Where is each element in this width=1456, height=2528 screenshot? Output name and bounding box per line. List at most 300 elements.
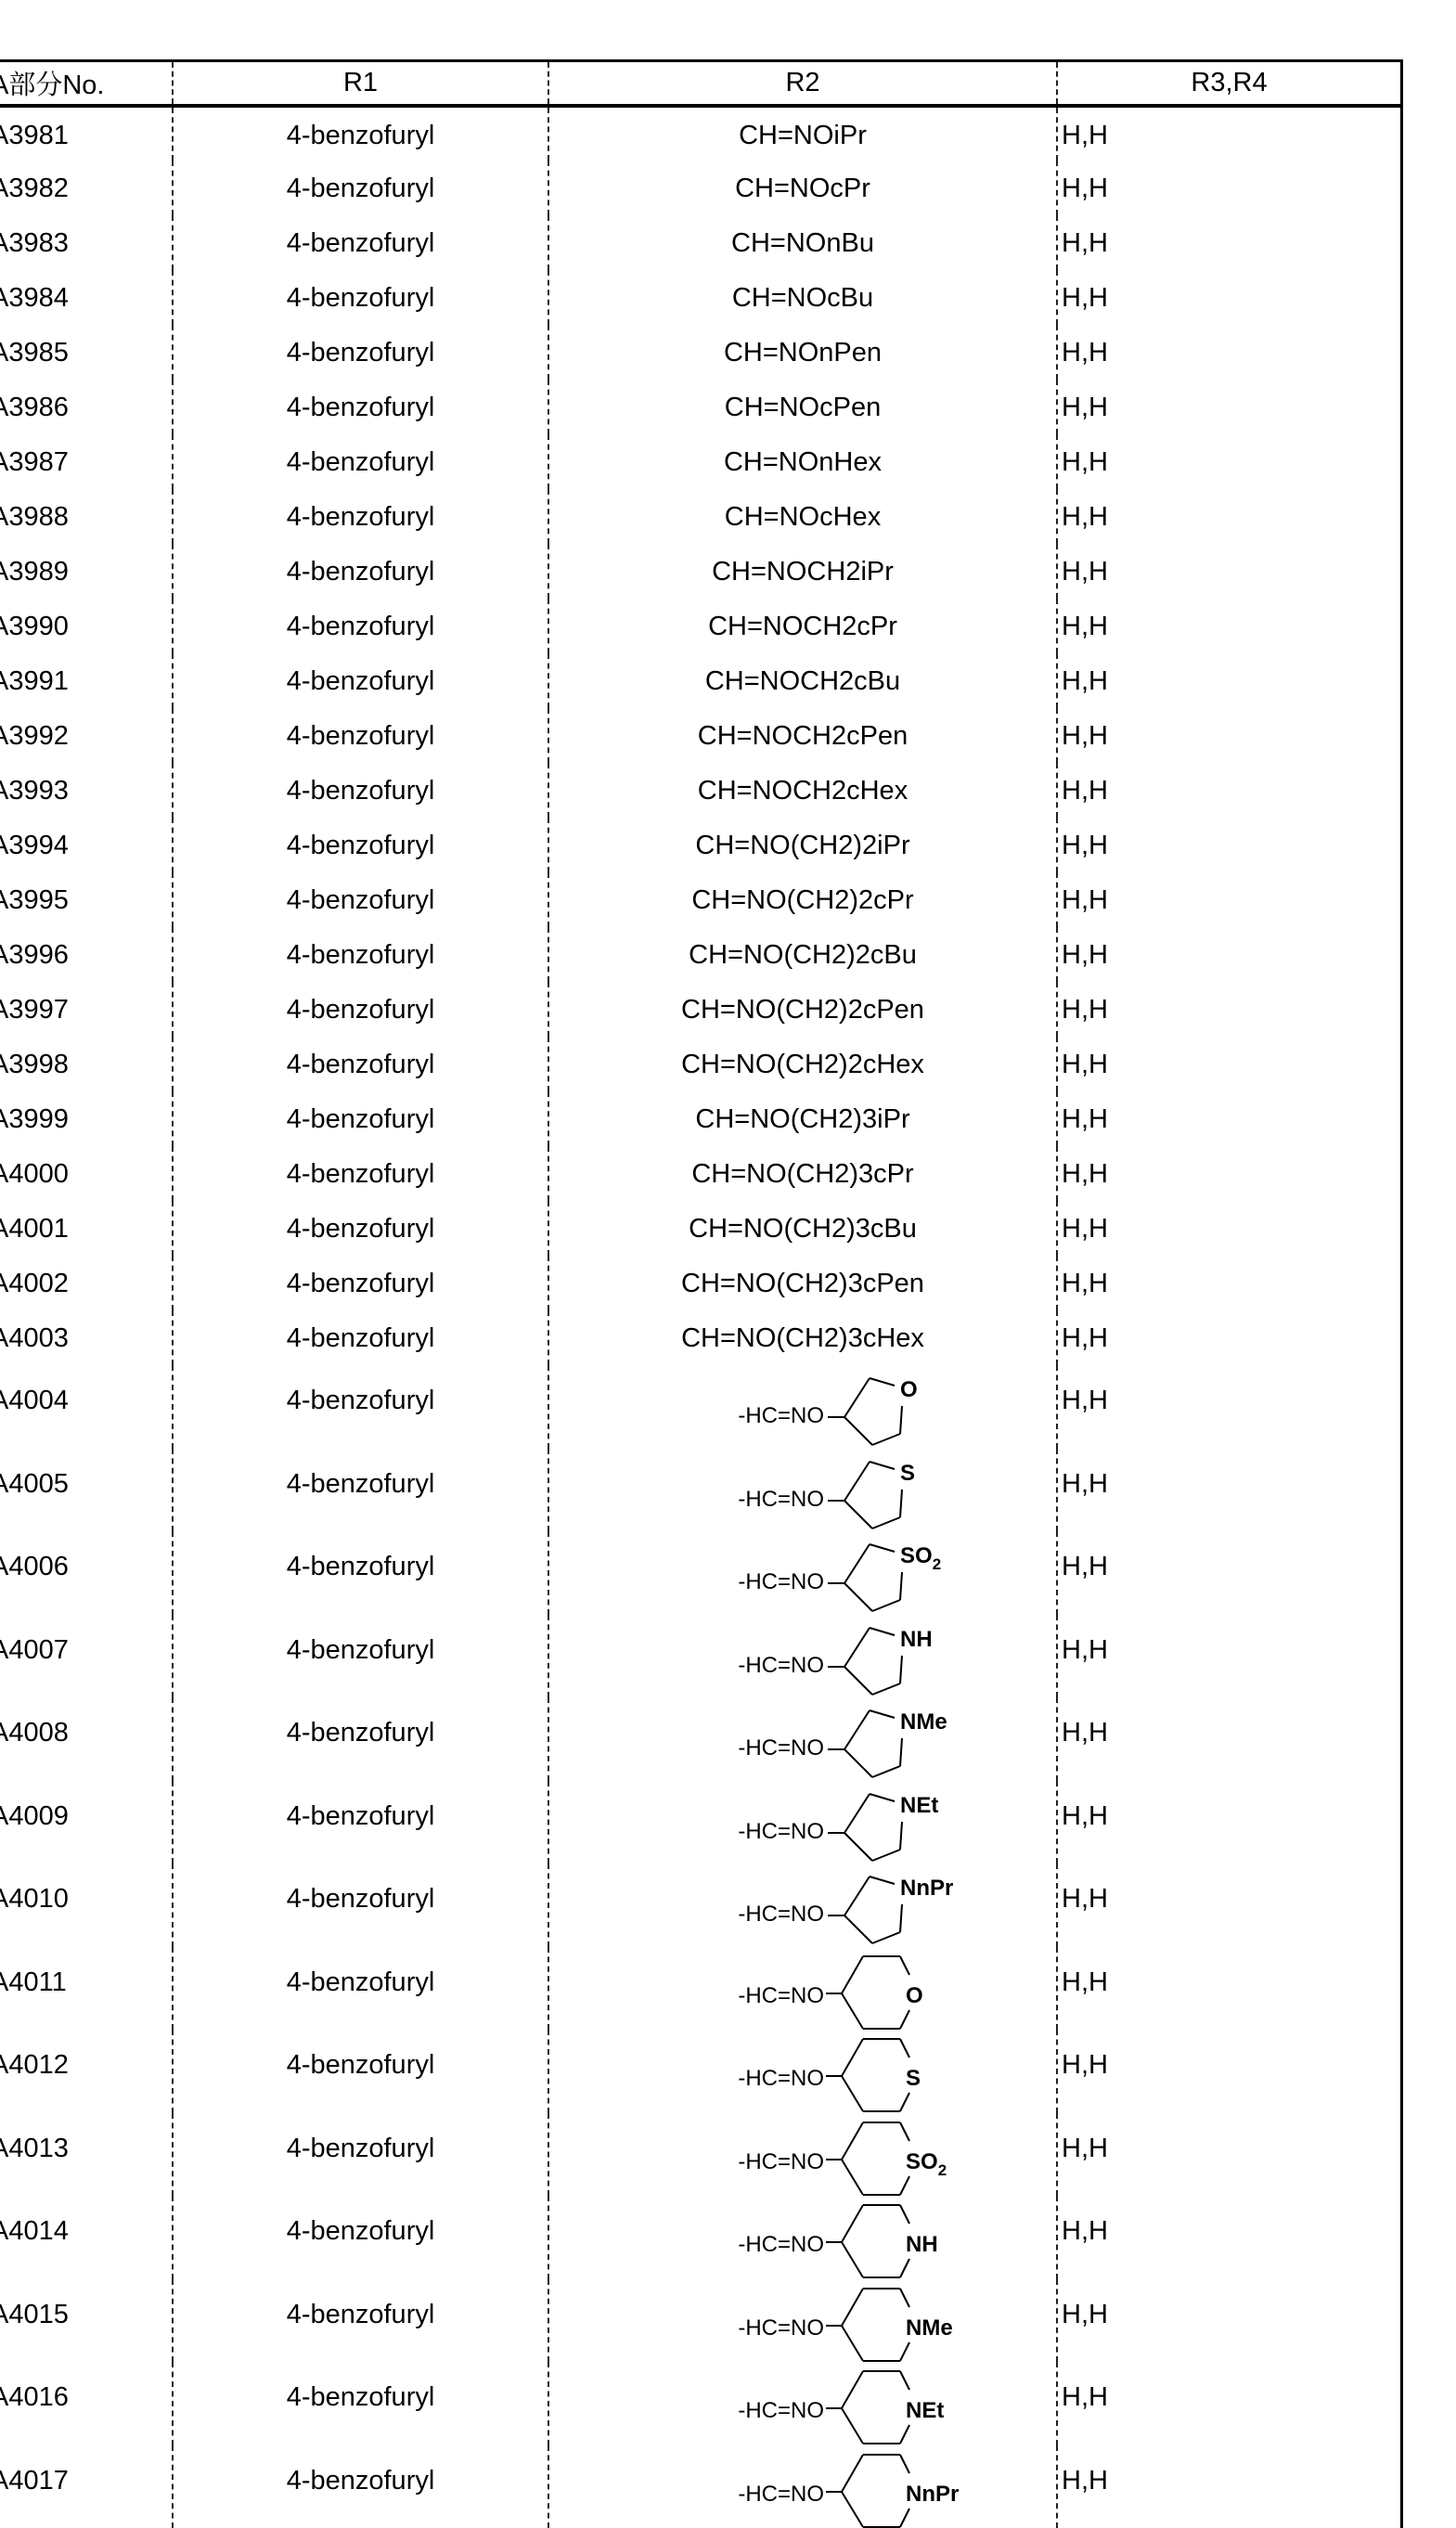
ring-bond xyxy=(870,1794,895,1801)
cell-no xyxy=(0,380,173,434)
oxime-prefix: -HC=NO xyxy=(738,1653,824,1678)
heteroatom-text: SO xyxy=(900,1543,933,1568)
heteroatom-label xyxy=(906,2149,947,2179)
cell-r2: CH=NOCH2cPr xyxy=(548,599,1057,653)
heteroatom-text: NMe xyxy=(900,1709,947,1735)
cell-r1: 4-benzofuryl xyxy=(173,1310,548,1365)
cell-no xyxy=(0,1365,173,1449)
cell-r1: 4-benzofuryl xyxy=(173,270,548,325)
compound-number: 4016 xyxy=(0,2382,69,2413)
oxime-prefix: -HC=NO xyxy=(738,1735,824,1761)
ring-bond xyxy=(900,2289,909,2307)
heteroatom-label xyxy=(906,1983,923,2008)
cell-no xyxy=(0,653,173,708)
oxime-prefix: -HC=NO xyxy=(738,1403,824,1428)
cell-r3r4: H,H xyxy=(1057,2196,1402,2279)
cell-r3r4: H,H xyxy=(1057,161,1402,215)
heteroatom-label xyxy=(900,1876,953,1901)
chemical-structure xyxy=(549,1531,1056,1614)
cell-no xyxy=(0,1947,173,2031)
cell-r2: CH=NOCH2cBu xyxy=(548,653,1057,708)
table-row xyxy=(0,1449,1402,1532)
compound-number: 3988 xyxy=(0,502,69,533)
table-row xyxy=(0,2445,1402,2528)
heteroatom-text: NMe xyxy=(906,2315,953,2341)
ring-bond xyxy=(842,2160,863,2195)
compound-number: 3986 xyxy=(0,393,69,423)
cell-r3r4: H,H xyxy=(1057,1201,1402,1256)
cell-r1: 4-benzofuryl xyxy=(173,599,548,653)
ring-bond xyxy=(900,2509,909,2527)
ring-bond xyxy=(872,1850,900,1861)
cell-r3r4: H,H xyxy=(1057,2362,1402,2445)
compound-number: 3981 xyxy=(0,121,69,151)
cell-no xyxy=(0,2362,173,2445)
ring-bond xyxy=(900,2205,909,2224)
heteroatom-text: SO xyxy=(906,2149,938,2174)
heteroatom-label xyxy=(900,1543,941,1573)
ring-bond xyxy=(870,1544,895,1552)
cell-no xyxy=(0,1256,173,1310)
cell-r1: 4-benzofuryl xyxy=(173,1365,548,1449)
heteroatom-text: NH xyxy=(900,1627,933,1652)
compound-number: 3983 xyxy=(0,228,69,259)
compound-number: 4004 xyxy=(0,1386,69,1416)
ring-bond xyxy=(842,2371,863,2408)
table-row xyxy=(0,2030,1402,2113)
header-row xyxy=(0,61,1402,107)
table-row xyxy=(0,1256,1402,1310)
ring-bond xyxy=(872,1434,900,1445)
ring-bond xyxy=(842,2205,863,2242)
ring-bond xyxy=(900,1572,902,1600)
cell-no xyxy=(0,1201,173,1256)
heteroatom-label xyxy=(906,2482,959,2507)
cell-r1: 4-benzofuryl xyxy=(173,215,548,270)
cell-r3r4: H,H xyxy=(1057,763,1402,818)
cell-r2-structure xyxy=(548,1947,1057,2031)
cell-r1: 4-benzofuryl xyxy=(173,106,548,161)
cell-r1: 4-benzofuryl xyxy=(173,2279,548,2363)
cell-r3r4: H,H xyxy=(1057,1310,1402,1365)
ring-bond xyxy=(870,1628,895,1635)
cell-no xyxy=(0,1037,173,1091)
table-row xyxy=(0,1781,1402,1864)
cell-r3r4: H,H xyxy=(1057,106,1402,161)
compound-number: 3997 xyxy=(0,995,69,1025)
cell-r3r4: H,H xyxy=(1057,434,1402,489)
oxime-prefix: -HC=NO xyxy=(738,1983,824,2008)
cell-r3r4: H,H xyxy=(1057,818,1402,872)
cell-r2: CH=NO(CH2)3cBu xyxy=(548,1201,1057,1256)
ring-bond xyxy=(870,1710,895,1718)
ring-bond xyxy=(842,2289,863,2326)
ring-bond xyxy=(844,1501,872,1528)
oxime-prefix: -HC=NO xyxy=(738,1819,824,1844)
cell-no xyxy=(0,872,173,927)
cell-r1: 4-benzofuryl xyxy=(173,1037,548,1091)
ring-bond xyxy=(900,1738,902,1766)
compound-number: 4012 xyxy=(0,2050,69,2081)
oxime-prefix: -HC=NO xyxy=(738,2232,824,2257)
ring-bond xyxy=(872,1766,900,1777)
compound-number: 3987 xyxy=(0,447,69,478)
cell-r3r4: H,H xyxy=(1057,1781,1402,1864)
table-row xyxy=(0,2362,1402,2445)
cell-no xyxy=(0,544,173,599)
cell-r2: CH=NOCH2iPr xyxy=(548,544,1057,599)
ring-bond xyxy=(870,1378,895,1386)
cell-r3r4: H,H xyxy=(1057,1037,1402,1091)
cell-r1: 4-benzofuryl xyxy=(173,1449,548,1532)
compound-number: 3993 xyxy=(0,776,69,806)
chemical-structure xyxy=(549,2030,1056,2112)
cell-r3r4: H,H xyxy=(1057,489,1402,544)
cell-r2: CH=NOcPr xyxy=(548,161,1057,215)
cell-no xyxy=(0,1449,173,1532)
cell-r1: 4-benzofuryl xyxy=(173,489,548,544)
cell-r3r4: H,H xyxy=(1057,927,1402,982)
compound-number: 4014 xyxy=(0,2216,69,2247)
compound-number: 4015 xyxy=(0,2300,69,2330)
compound-number: 4000 xyxy=(0,1159,69,1190)
cell-r2: CH=NO(CH2)3cPen xyxy=(548,1256,1057,1310)
cell-r2-structure xyxy=(548,2362,1057,2445)
ring-bond xyxy=(842,2326,863,2361)
compound-number: 3985 xyxy=(0,338,69,368)
table-row xyxy=(0,1037,1402,1091)
cell-r2: CH=NOCH2cPen xyxy=(548,708,1057,763)
cell-r3r4: H,H xyxy=(1057,1697,1402,1781)
cell-r3r4: H,H xyxy=(1057,2113,1402,2197)
compound-number: 3984 xyxy=(0,283,69,314)
table-row xyxy=(0,215,1402,270)
compound-number: 3990 xyxy=(0,612,69,642)
compound-number: 4008 xyxy=(0,1718,69,1748)
cell-r2: CH=NO(CH2)3cPr xyxy=(548,1146,1057,1201)
cell-r1: 4-benzofuryl xyxy=(173,2030,548,2113)
table-row xyxy=(0,544,1402,599)
cell-r2-structure xyxy=(548,2113,1057,2197)
cell-r3r4: H,H xyxy=(1057,325,1402,380)
cell-no xyxy=(0,708,173,763)
compound-number: 4006 xyxy=(0,1552,69,1582)
cell-r3r4: H,H xyxy=(1057,2279,1402,2363)
ring-bond xyxy=(900,2425,909,2444)
cell-r2: CH=NO(CH2)2cBu xyxy=(548,927,1057,982)
compound-number: 3998 xyxy=(0,1050,69,1080)
table-row xyxy=(0,325,1402,380)
cell-no xyxy=(0,489,173,544)
table-row xyxy=(0,489,1402,544)
cell-no xyxy=(0,1146,173,1201)
cell-r3r4: H,H xyxy=(1057,599,1402,653)
cell-r3r4: H,H xyxy=(1057,653,1402,708)
ring-bond xyxy=(900,2039,909,2057)
heteroatom-label xyxy=(900,1793,938,1818)
cell-no xyxy=(0,1864,173,1947)
cell-no xyxy=(0,270,173,325)
table-row xyxy=(0,1146,1402,1201)
oxime-prefix: -HC=NO xyxy=(738,1487,824,1512)
cell-no xyxy=(0,763,173,818)
cell-r3r4: H,H xyxy=(1057,1615,1402,1698)
cell-r3r4: H,H xyxy=(1057,708,1402,763)
oxime-prefix: -HC=NO xyxy=(738,1902,824,1927)
cell-r2: CH=NOnBu xyxy=(548,215,1057,270)
heteroatom-subscript: 2 xyxy=(938,2161,947,2179)
oxime-prefix: -HC=NO xyxy=(738,2398,824,2423)
cell-r3r4: H,H xyxy=(1057,1864,1402,1947)
heteroatom-text: S xyxy=(906,2066,921,2091)
table-row xyxy=(0,2113,1402,2197)
chemical-structure xyxy=(549,1697,1056,1780)
cell-r2-structure xyxy=(548,2196,1057,2279)
ring-bond xyxy=(872,1600,900,1611)
heteroatom-label xyxy=(900,1377,918,1402)
cell-r2-structure xyxy=(548,1365,1057,1449)
cell-r1: 4-benzofuryl xyxy=(173,1697,548,1781)
ring-bond xyxy=(844,1794,870,1833)
ring-bond xyxy=(900,2342,909,2361)
cell-r2-structure xyxy=(548,1864,1057,1947)
chemical-structure xyxy=(549,1449,1056,1531)
ring-bond xyxy=(900,1822,902,1850)
heteroatom-text: NEt xyxy=(900,1793,938,1818)
oxime-prefix: -HC=NO xyxy=(738,2482,824,2507)
compound-number: 4001 xyxy=(0,1214,69,1245)
table-row xyxy=(0,1201,1402,1256)
cell-r3r4: H,H xyxy=(1057,544,1402,599)
cell-r1: 4-benzofuryl xyxy=(173,1091,548,1146)
heteroatom-subscript: 2 xyxy=(933,1555,941,1573)
cell-r1: 4-benzofuryl xyxy=(173,434,548,489)
table-row xyxy=(0,1697,1402,1781)
compound-number: 4005 xyxy=(0,1469,69,1500)
header-no xyxy=(0,61,173,107)
ring-bond xyxy=(900,1490,902,1517)
table-row xyxy=(0,161,1402,215)
ring-bond xyxy=(900,1904,902,1932)
ring-bond xyxy=(842,2039,863,2076)
cell-no xyxy=(0,818,173,872)
cell-r1: 4-benzofuryl xyxy=(173,325,548,380)
chemical-structure xyxy=(549,2362,1056,2444)
compound-number: 3991 xyxy=(0,666,69,697)
cell-r3r4: H,H xyxy=(1057,270,1402,325)
table-row xyxy=(0,1864,1402,1947)
cell-r1: 4-benzofuryl xyxy=(173,161,548,215)
table-row xyxy=(0,1615,1402,1698)
compound-number: 4011 xyxy=(0,1967,67,1998)
compound-number: 3996 xyxy=(0,940,69,971)
cell-r2: CH=NOCH2cHex xyxy=(548,763,1057,818)
table-row xyxy=(0,2196,1402,2279)
cell-r1: 4-benzofuryl xyxy=(173,927,548,982)
cell-r3r4: H,H xyxy=(1057,1449,1402,1532)
cell-r2: CH=NOnPen xyxy=(548,325,1057,380)
cell-r1: 4-benzofuryl xyxy=(173,2445,548,2528)
table-row xyxy=(0,106,1402,161)
ring-bond xyxy=(900,2122,909,2141)
heteroatom-text: NnPr xyxy=(900,1876,953,1901)
cell-r1: 4-benzofuryl xyxy=(173,1864,548,1947)
heteroatom-text: O xyxy=(906,1983,923,2008)
cell-no xyxy=(0,161,173,215)
table-row xyxy=(0,2279,1402,2363)
ring-bond xyxy=(842,1993,863,2029)
cell-no xyxy=(0,2196,173,2279)
cell-r2: CH=NO(CH2)2iPr xyxy=(548,818,1057,872)
cell-r2-structure xyxy=(548,2279,1057,2363)
header-r1: R1 xyxy=(173,61,548,107)
ring-bond xyxy=(872,1517,900,1528)
ring-bond xyxy=(870,1462,895,1469)
compound-table xyxy=(0,59,1403,2528)
cell-r3r4: H,H xyxy=(1057,1365,1402,1449)
ring-bond xyxy=(872,1932,900,1943)
cell-r1: 4-benzofuryl xyxy=(173,1201,548,1256)
ring-bond xyxy=(900,2455,909,2473)
cell-r3r4: H,H xyxy=(1057,982,1402,1037)
cell-no xyxy=(0,2030,173,2113)
header-r2: R2 xyxy=(548,61,1057,107)
table-row xyxy=(0,708,1402,763)
cell-r2: CH=NOcHex xyxy=(548,489,1057,544)
ring-bond xyxy=(842,2076,863,2111)
ring-bond xyxy=(842,2455,863,2492)
cell-r2: CH=NOiPr xyxy=(548,106,1057,161)
table-row xyxy=(0,927,1402,982)
cell-r2-structure xyxy=(548,1697,1057,1781)
cell-no xyxy=(0,2113,173,2197)
compound-number: 4017 xyxy=(0,2466,69,2496)
ring-bond xyxy=(842,1956,863,1993)
heteroatom-label xyxy=(906,2232,938,2257)
chemical-structure xyxy=(549,1864,1056,1946)
cell-r3r4: H,H xyxy=(1057,380,1402,434)
cell-r3r4: H,H xyxy=(1057,2445,1402,2528)
cell-r1: 4-benzofuryl xyxy=(173,982,548,1037)
cell-r2-structure xyxy=(548,1531,1057,1615)
cell-r2: CH=NOcPen xyxy=(548,380,1057,434)
table-row xyxy=(0,763,1402,818)
cell-r1: 4-benzofuryl xyxy=(173,818,548,872)
chemical-structure xyxy=(549,2196,1056,2278)
table-row xyxy=(0,1310,1402,1365)
cell-r3r4: H,H xyxy=(1057,872,1402,927)
compound-number: 3999 xyxy=(0,1104,69,1135)
compound-number: 3994 xyxy=(0,831,69,861)
oxime-prefix: -HC=NO xyxy=(738,2066,824,2091)
ring-bond xyxy=(870,1877,895,1884)
table-row xyxy=(0,380,1402,434)
cell-r1: 4-benzofuryl xyxy=(173,544,548,599)
ring-bond xyxy=(844,1877,870,1915)
cell-r3r4: H,H xyxy=(1057,1091,1402,1146)
table-row xyxy=(0,818,1402,872)
cell-no xyxy=(0,106,173,161)
cell-no xyxy=(0,2445,173,2528)
cell-r2: CH=NO(CH2)3cHex xyxy=(548,1310,1057,1365)
cell-r1: 4-benzofuryl xyxy=(173,1947,548,2031)
cell-r2-structure xyxy=(548,2030,1057,2113)
cell-r2-structure xyxy=(548,1781,1057,1864)
ring-bond xyxy=(900,1406,902,1434)
cell-r1: 4-benzofuryl xyxy=(173,380,548,434)
ring-bond xyxy=(844,1710,870,1749)
ring-bond xyxy=(900,2010,909,2029)
compound-number: 4003 xyxy=(0,1323,69,1354)
cell-no xyxy=(0,2279,173,2363)
compound-number: 4010 xyxy=(0,1884,69,1915)
cell-r3r4: H,H xyxy=(1057,215,1402,270)
ring-bond xyxy=(844,1378,870,1417)
cell-r3r4: H,H xyxy=(1057,2030,1402,2113)
ring-bond xyxy=(900,2371,909,2390)
cell-r2-structure xyxy=(548,2445,1057,2528)
chemical-structure xyxy=(549,1947,1056,2030)
cell-no xyxy=(0,1091,173,1146)
cell-r1: 4-benzofuryl xyxy=(173,1531,548,1615)
table-row xyxy=(0,872,1402,927)
heteroatom-text: S xyxy=(900,1461,915,1486)
compound-number: 4002 xyxy=(0,1269,69,1299)
cell-r1: 4-benzofuryl xyxy=(173,2113,548,2197)
cell-r2: CH=NOcBu xyxy=(548,270,1057,325)
cell-r2: CH=NO(CH2)2cPen xyxy=(548,982,1057,1037)
ring-bond xyxy=(900,2259,909,2277)
compound-number: 4007 xyxy=(0,1635,69,1666)
cell-r2-structure xyxy=(548,1449,1057,1532)
heteroatom-label xyxy=(900,1627,933,1652)
cell-r3r4: H,H xyxy=(1057,1256,1402,1310)
oxime-prefix: -HC=NO xyxy=(738,2315,824,2341)
cell-r1: 4-benzofuryl xyxy=(173,1146,548,1201)
cell-r1: 4-benzofuryl xyxy=(173,2362,548,2445)
table-row xyxy=(0,1091,1402,1146)
cell-r2: CH=NO(CH2)2cHex xyxy=(548,1037,1057,1091)
ring-bond xyxy=(844,1749,872,1777)
cell-no xyxy=(0,434,173,489)
ring-bond xyxy=(844,1915,872,1943)
compound-number: 4009 xyxy=(0,1801,69,1832)
ring-bond xyxy=(900,2093,909,2111)
header-no-label: A部分No. xyxy=(0,64,104,102)
heteroatom-text: NH xyxy=(906,2232,938,2257)
cell-r1: 4-benzofuryl xyxy=(173,653,548,708)
ring-bond xyxy=(844,1583,872,1611)
table-row xyxy=(0,599,1402,653)
ring-bond xyxy=(844,1417,872,1445)
cell-r2: CH=NO(CH2)3iPr xyxy=(548,1091,1057,1146)
cell-no xyxy=(0,982,173,1037)
compound-number: 3982 xyxy=(0,174,69,204)
chemical-structure xyxy=(549,1615,1056,1697)
cell-no xyxy=(0,1615,173,1698)
header-r3r4: R3,R4 xyxy=(1057,61,1402,107)
ring-bond xyxy=(900,1956,909,1975)
heteroatom-label xyxy=(906,2315,953,2341)
ring-bond xyxy=(842,2122,863,2160)
compound-number: 3995 xyxy=(0,885,69,916)
ring-bond xyxy=(872,1683,900,1695)
cell-r1: 4-benzofuryl xyxy=(173,1256,548,1310)
cell-r3r4: H,H xyxy=(1057,1947,1402,2031)
cell-r3r4: H,H xyxy=(1057,1531,1402,1615)
oxime-prefix: -HC=NO xyxy=(738,2149,824,2174)
cell-r1: 4-benzofuryl xyxy=(173,708,548,763)
